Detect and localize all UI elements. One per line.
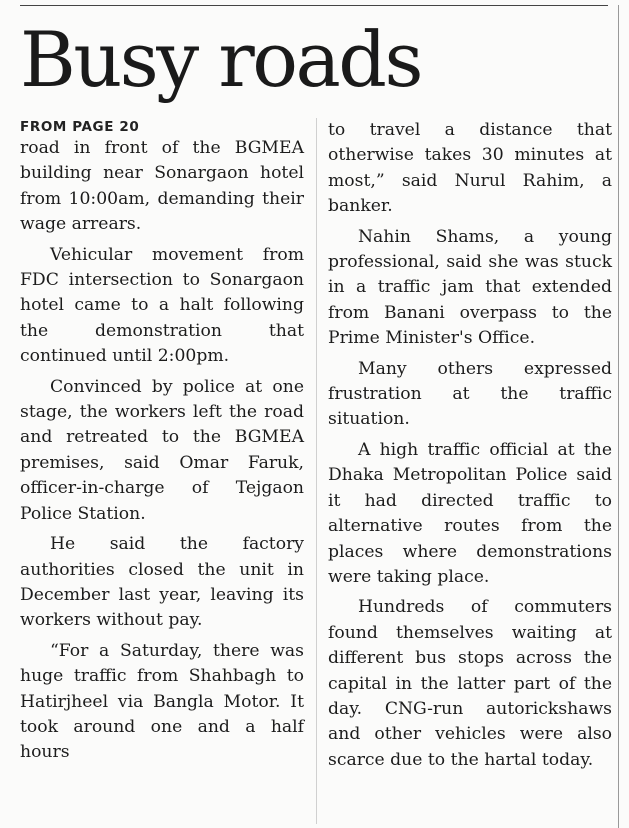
paragraph: Many others expressed frustration at the traffic situation. — [328, 358, 612, 430]
paragraph: He said the factory authorities closed the unit in December last year, leaving its workers without pay. — [20, 534, 304, 631]
column-divider — [316, 118, 317, 824]
left-column — [20, 118, 304, 766]
right-edge-rule — [618, 5, 619, 828]
paragraph: Vehicular movement from FDC intersection to Sonargaon hotel came to a halt following the demonstration that continued until 2:00pm. — [20, 244, 304, 367]
paragraph: Convinced by police at one stage, the workers left the road and retreated to the BGMEA premises, said Omar Faruk, officer-in-charge of Tejgaon Police Station. — [20, 376, 304, 524]
paragraph: Nahin Shams, a young professional, said she was stuck in a traffic jam that extended from Banani overpass to the Prime Minister's Office. — [328, 226, 612, 349]
headline: Busy roads — [20, 15, 421, 104]
paragraph: “For a Saturday, there was huge traffic from Shahbagh to Hatirjheel via Bangla Motor. It took around one and a half hours — [20, 640, 304, 763]
top-rule — [20, 5, 608, 6]
paragraph: Hundreds of commuters found themselves waiting at different bus stops across the capital in the latter part of the day. CNG-run autorickshaws and other vehicles were also scarce due to the hartal today. — [328, 597, 612, 770]
jump-label: FROM PAGE 20 — [20, 119, 140, 135]
right-column — [328, 118, 612, 773]
paragraph: road in front of the BGMEA building near Sonargaon hotel from 10:00am, demanding their wage arrears. — [20, 138, 304, 235]
paragraph: to travel a distance that otherwise takes 30 minutes at most,” said Nurul Rahim, a banker. — [328, 120, 612, 217]
paragraph: A high traffic official at the Dhaka Metropolitan Police said it had directed traffic to alternative routes from the places where demonstrations were taking place. — [328, 439, 612, 587]
